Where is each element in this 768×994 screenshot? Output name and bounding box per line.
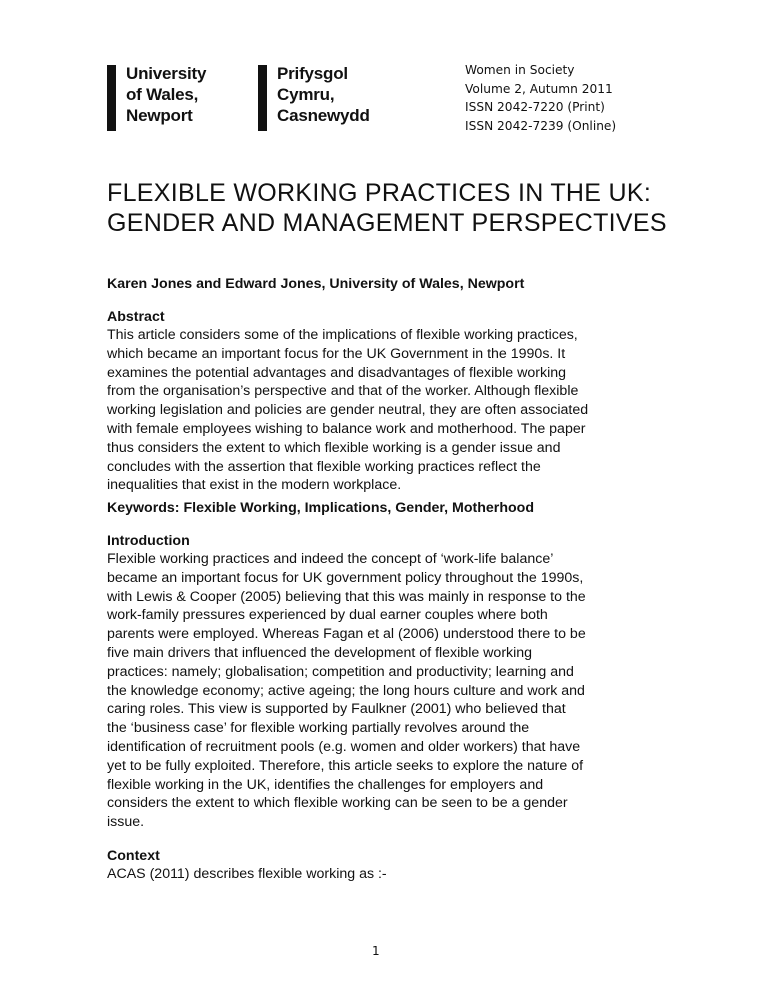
text-line: identification of recruitment pools (e.g. women and older workers) that have xyxy=(107,738,581,755)
introduction-heading: Introduction xyxy=(107,533,190,549)
introduction-text xyxy=(107,550,652,832)
logo-line: University xyxy=(126,64,207,83)
text-line: inequalities that exist in the modern workplace. xyxy=(107,477,402,494)
text-line: which became an important focus for the UK Government in the 1990s. It xyxy=(107,345,566,362)
journal-info xyxy=(465,61,616,135)
journal-issn-online: ISSN 2042-7239 (Online) xyxy=(465,118,617,133)
text-line: caring roles. This view is supported by Faulkner (2001) who believed that xyxy=(107,701,566,718)
keywords: Keywords: Flexible Working, Implications, Gender, Motherhood xyxy=(107,500,534,516)
logo-line: Casnewydd xyxy=(277,106,370,125)
context-heading: Context xyxy=(107,848,160,864)
logo-line: Newport xyxy=(126,106,193,125)
text-line: parents were employed. Whereas Fagan et al (2006) understood there to be xyxy=(107,626,586,643)
text-line: ACAS (2011) describes flexible working as :- xyxy=(107,866,387,882)
page-number: 1 xyxy=(372,944,380,958)
logo-text-english xyxy=(126,63,206,126)
text-line: the knowledge economy; active ageing; the long hours culture and work and xyxy=(107,682,585,699)
text-line: working legislation and policies are gender neutral, they are often associated xyxy=(107,402,589,419)
context-text xyxy=(107,865,652,884)
text-line: the ‘business case’ for flexible working partially revolves around the xyxy=(107,720,530,737)
abstract-text xyxy=(107,326,652,495)
text-line: concludes with the assertion that flexible working practices reflect the xyxy=(107,458,541,475)
text-line: practices: namely; globalisation; competition and productivity; learning and xyxy=(107,663,574,680)
journal-name: Women in Society xyxy=(465,63,575,77)
logo-line: Cymru, xyxy=(277,85,335,104)
logo-bar xyxy=(107,65,116,131)
text-line: This article considers some of the implications of flexible working practices, xyxy=(107,327,578,343)
text-line: yet to be fully exploited. Therefore, this article seeks to explore the nature of xyxy=(107,757,584,774)
journal-issn-print: ISSN 2042-7220 (Print) xyxy=(465,100,605,114)
text-line: examines the potential advantages and disadvantages of flexible working xyxy=(107,364,567,381)
abstract-heading: Abstract xyxy=(107,309,165,325)
text-line: with female employees wishing to balance work and motherhood. The paper xyxy=(107,420,586,437)
text-line: thus considers the extent to which flexible working is a gender issue and xyxy=(107,439,561,456)
article-authors: Karen Jones and Edward Jones, University of Wales, Newport xyxy=(107,276,525,292)
logo-text-welsh xyxy=(277,63,370,126)
logo-bar xyxy=(258,65,267,131)
text-line: considers the extent to which flexible working can be seen to be a gender xyxy=(107,795,568,812)
text-line: five main drivers that influenced the development of flexible working xyxy=(107,644,533,661)
text-line: from the organisation’s perspective and that of the worker. Although flexible xyxy=(107,383,579,400)
text-line: Flexible working practices and indeed the concept of ‘work-life balance’ xyxy=(107,551,554,567)
text-line: work-family pressures experienced by dual earner couples where both xyxy=(107,607,548,624)
text-line: flexible working in the UK, identifies the challenges for employers and xyxy=(107,776,544,793)
text-line: with Lewis & Cooper (2005) believing that this was mainly in response to the xyxy=(107,588,586,605)
article-title: FLEXIBLE WORKING PRACTICES IN THE UK: GENDER AND MANAGEMENT PERSPECTIVES xyxy=(107,179,667,237)
logo-line: of Wales, xyxy=(126,85,199,104)
text-line: issue. xyxy=(107,814,145,831)
journal-volume: Volume 2, Autumn 2011 xyxy=(465,81,613,96)
text-line: became an important focus for UK government policy throughout the 1990s, xyxy=(107,569,584,586)
logo-line: Prifysgol xyxy=(277,64,348,83)
